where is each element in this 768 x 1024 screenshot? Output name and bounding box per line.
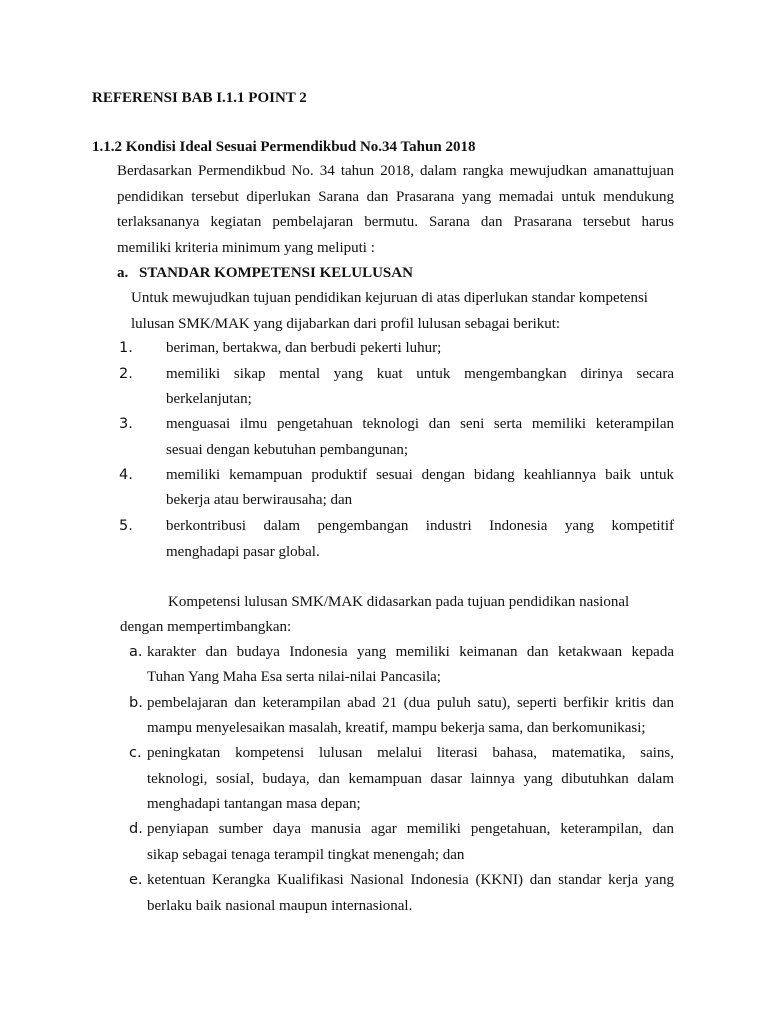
lettered-list-marker: d. bbox=[129, 821, 143, 837]
numbered-list-item-text: menghadapi pasar global. bbox=[166, 544, 320, 560]
lettered-list-item-text: peningkatan kompetensi lulusan melalui literasi bahasa, matematika, sains, bbox=[147, 745, 674, 761]
lettered-list-marker: b. bbox=[129, 695, 143, 711]
subsection-heading: STANDAR KOMPETENSI KELULUSAN bbox=[139, 265, 413, 281]
numbered-list-item-text: memiliki kemampuan produktif sesuai dengan bidang keahliannya baik untuk bbox=[166, 467, 674, 483]
lettered-list-item-text: sikap sebagai tenaga terampil tingkat menengah; dan bbox=[147, 847, 465, 863]
section-heading: 1.1.2 Kondisi Ideal Sesuai Permendikbud No.34 Tahun 2018 bbox=[92, 139, 476, 155]
numbered-list-item-text: berkelanjutan; bbox=[166, 391, 252, 407]
lettered-list-marker: a. bbox=[129, 644, 143, 660]
numbered-list-marker: 2. bbox=[119, 366, 133, 382]
numbered-list-marker: 5. bbox=[119, 518, 133, 534]
lettered-list-marker: c. bbox=[129, 745, 142, 761]
lettered-list-item-text: ketentuan Kerangka Kualifikasi Nasional Indonesia (KKNI) dan standar kerja yang bbox=[147, 872, 674, 888]
intro-line: memiliki kriteria minimum yang meliputi : bbox=[117, 240, 375, 256]
numbered-list-item-text: memiliki sikap mental yang kuat untuk mengembangkan dirinya secara bbox=[166, 366, 674, 382]
lettered-list-marker: e. bbox=[129, 872, 143, 888]
numbered-list-item-text: berkontribusi dalam pengembangan industri Indonesia yang kompetitif bbox=[166, 518, 674, 534]
lettered-list-item-text: menghadapi tantangan masa depan; bbox=[147, 796, 361, 812]
document-title: REFERENSI BAB I.1.1 POINT 2 bbox=[92, 90, 307, 106]
kompetensi-line: Kompetensi lulusan SMK/MAK didasarkan pada tujuan pendidikan nasional bbox=[168, 594, 630, 610]
lettered-list-item-text: karakter dan budaya Indonesia yang memiliki keimanan dan ketakwaan kepada bbox=[147, 644, 674, 660]
numbered-list-item-text: menguasai ilmu pengetahuan teknologi dan seni serta memiliki keterampilan bbox=[166, 416, 674, 432]
lettered-list-item-text: mampu menyelesaikan masalah, kreatif, mampu bekerja sama, dan berkomunikasi; bbox=[147, 720, 646, 736]
numbered-list-marker: 1. bbox=[119, 340, 133, 356]
numbered-list-item-text: sesuai dengan kebutuhan pembangunan; bbox=[166, 442, 409, 458]
intro-line: terlaksananya kegiatan pembelajaran bermutu. Sarana dan Prasarana tersebut harus bbox=[117, 214, 674, 230]
numbered-list-marker: 3. bbox=[119, 416, 133, 432]
lettered-list-item-text: penyiapan sumber daya manusia agar memiliki pengetahuan, keterampilan, dan bbox=[147, 821, 674, 837]
intro-line: pendidikan tersebut diperlukan Sarana dan Prasarana yang memadai untuk mendukung bbox=[117, 189, 674, 205]
lettered-list-item-text: pembelajaran dan keterampilan abad 21 (dua puluh satu), seperti berfikir kritis dan bbox=[147, 695, 674, 711]
kompetensi-line: dengan mempertimbangkan: bbox=[120, 619, 292, 635]
intro-line: Berdasarkan Permendikbud No. 34 tahun 2018, dalam rangka mewujudkan amanattujuan bbox=[117, 163, 674, 179]
lettered-list-item-text: Tuhan Yang Maha Esa serta nilai-nilai Pancasila; bbox=[147, 669, 441, 685]
sub-intro-line: Untuk mewujudkan tujuan pendidikan kejuruan di atas diperlukan standar kompetensi bbox=[131, 290, 648, 306]
lettered-list-item-text: teknologi, sosial, budaya, dan kemampuan dasar lainnya yang dibutuhkan dalam bbox=[147, 771, 674, 787]
numbered-list-item-text: beriman, bertakwa, dan berbudi pekerti luhur; bbox=[166, 340, 442, 356]
numbered-list-marker: 4. bbox=[119, 467, 133, 483]
lettered-list-item-text: berlaku baik nasional maupun internasional. bbox=[147, 898, 413, 914]
sub-intro-line: lulusan SMK/MAK yang dijabarkan dari profil lulusan sebagai berikut: bbox=[131, 316, 561, 332]
subsection-marker: a. bbox=[117, 265, 129, 281]
numbered-list-item-text: bekerja atau berwirausaha; dan bbox=[166, 492, 353, 508]
